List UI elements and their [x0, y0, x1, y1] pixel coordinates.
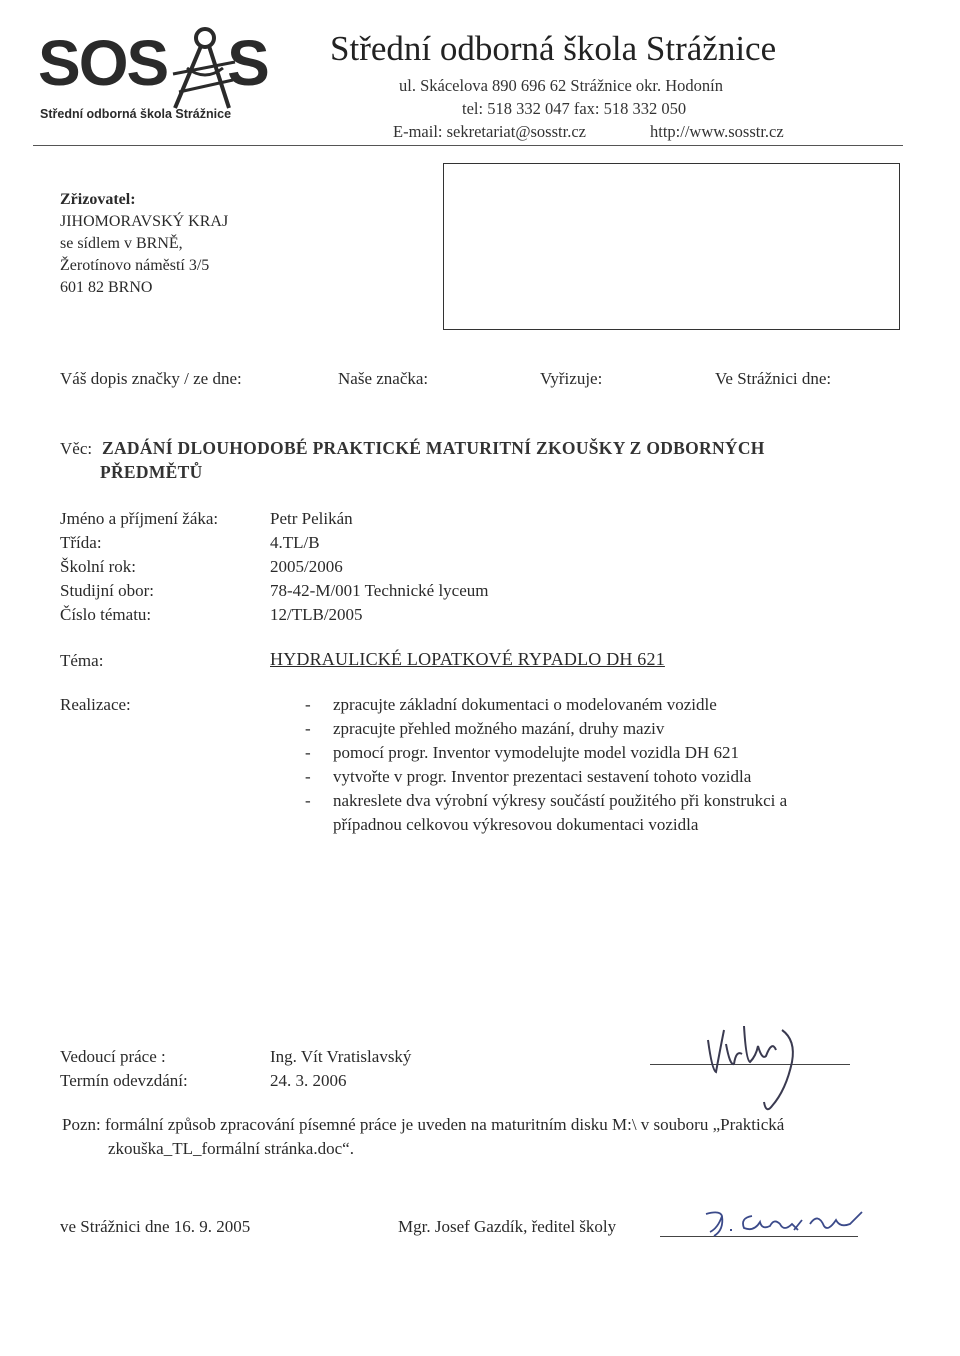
student-class-label: Třída:	[60, 533, 102, 552]
ref-our-reference: Naše značka:	[338, 369, 429, 388]
student-name-value: Petr Pelikán	[270, 509, 353, 528]
founder-name: JIHOMORAVSKÝ KRAJ	[60, 213, 229, 230]
field-of-study-label: Studijní obor:	[60, 581, 154, 600]
realization-item: vytvořte v progr. Inventor prezentaci sestavení tohoto vozidla	[333, 767, 752, 786]
field-of-study-value: 78-42-M/001 Technické lyceum	[270, 581, 489, 600]
issue-place-date: ve Strážnici dne 16. 9. 2005	[60, 1217, 251, 1236]
founder-city: 601 82 BRNO	[60, 279, 153, 296]
subject-line-1: ZADÁNÍ DLOUHODOBÉ PRAKTICKÉ MATURITNÍ ZKOUŠKY Z ODBORNÝCH	[102, 438, 765, 458]
ref-place-date: Ve Strážnici dne:	[715, 369, 832, 388]
school-name: Střední odborná škola Strážnice	[330, 29, 777, 68]
school-email: E-mail: sekretariat@sosstr.cz	[393, 122, 586, 141]
ref-your-letter: Váš dopis značky / ze dne:	[60, 369, 242, 388]
realization-item: zpracujte základní dokumentaci o modelovaném vozidle	[333, 695, 717, 714]
deadline-label: Termín odevzdání:	[60, 1071, 188, 1090]
school-logo: SOS S	[38, 27, 268, 99]
supervisor-signature	[700, 1010, 810, 1120]
subject-line-2: PŘEDMĚTŮ	[100, 462, 203, 482]
subject-label: Věc:	[60, 439, 93, 458]
ref-handled-by: Vyřizuje:	[540, 369, 603, 388]
founder-street: Žerotínovo náměstí 3/5	[60, 257, 210, 274]
note-line-2: zkouška_TL_formální stránka.doc“.	[108, 1139, 354, 1158]
founder-label: Zřizovatel:	[60, 191, 136, 208]
realization-item: zpracujte přehled možného mazání, druhy maziv	[333, 719, 665, 738]
topic-value: HYDRAULICKÉ LOPATKOVÉ RYPADLO DH 621	[270, 649, 665, 669]
realization-item: pomocí progr. Inventor vymodelujte model vozidla DH 621	[333, 743, 740, 762]
realization-item: nakreslete dva výrobní výkresy součástí použitého při konstrukci a	[333, 791, 788, 810]
deadline-value: 24. 3. 2006	[270, 1071, 347, 1090]
director-name: Mgr. Josef Gazdík, ředitel školy	[398, 1217, 617, 1236]
topic-number-label: Číslo tématu:	[60, 605, 152, 624]
realization-label: Realizace:	[60, 695, 131, 714]
realization-bullet: -	[305, 695, 311, 714]
director-signature	[700, 1202, 870, 1242]
school-phone: tel: 518 332 047 fax: 518 332 050	[462, 99, 687, 118]
recipient-address-box	[443, 163, 900, 330]
school-year-label: Školní rok:	[60, 557, 137, 576]
logo-subtitle: Střední odborná škola Strážnice	[40, 107, 232, 121]
topic-label: Téma:	[60, 651, 104, 670]
student-class-value: 4.TL/B	[270, 533, 320, 552]
supervisor-name: Ing. Vít Vratislavský	[270, 1047, 412, 1066]
student-name-label: Jméno a příjmení žáka:	[60, 509, 219, 528]
school-website: http://www.sosstr.cz	[650, 122, 784, 141]
logo-emblem-icon	[165, 22, 245, 114]
realization-bullet: -	[305, 719, 311, 738]
school-year-value: 2005/2006	[270, 557, 343, 576]
note-line-1: Pozn: formální způsob zpracování písemné práce je uveden na maturitním disku M:\ v souboru „Praktická	[62, 1115, 785, 1134]
header-divider	[33, 145, 903, 146]
realization-item-continuation: případnou celkovou výkresovou dokumentaci vozidla	[333, 815, 699, 834]
founder-seat: se sídlem v BRNĚ,	[60, 235, 183, 252]
realization-bullet: -	[305, 791, 311, 810]
topic-number-value: 12/TLB/2005	[270, 605, 363, 624]
supervisor-label: Vedoucí práce :	[60, 1047, 166, 1066]
realization-bullet: -	[305, 767, 311, 786]
realization-bullet: -	[305, 743, 311, 762]
school-address: ul. Skácelova 890 696 62 Strážnice okr. Hodonín	[399, 76, 723, 95]
